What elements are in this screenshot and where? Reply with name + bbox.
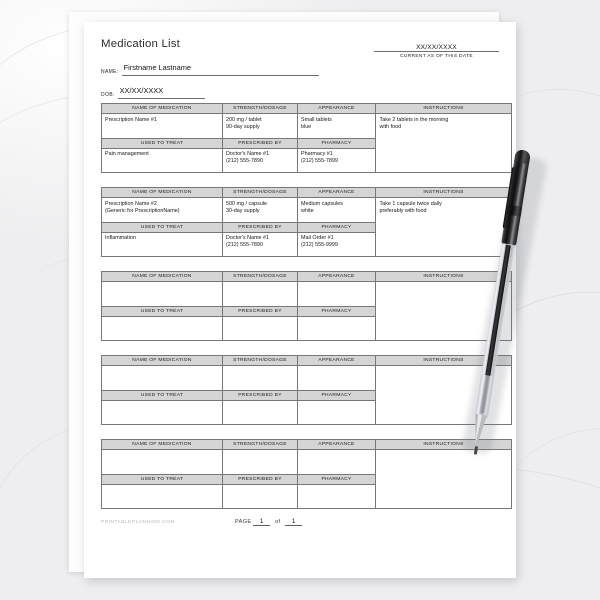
cell-line: Take 1 capsule twice daily <box>379 201 442 207</box>
table-value-row <box>102 282 512 307</box>
cell-prescribed-by[interactable] <box>223 148 298 173</box>
form-footer <box>101 518 499 526</box>
column-header: PHARMACY <box>298 390 376 400</box>
column-header: NAME OF MEDICATION <box>102 440 223 450</box>
header-left <box>101 36 319 103</box>
cell-line: 500 mg / capsule <box>226 200 268 207</box>
cell-medication[interactable] <box>102 198 223 223</box>
cell-pharmacy[interactable] <box>298 148 376 173</box>
page-title: Medication List <box>101 38 180 50</box>
cell-prescribed-by[interactable] <box>223 484 298 509</box>
column-header: PRESCRIBED BY <box>223 138 298 148</box>
column-header: NAME OF MEDICATION <box>102 104 223 114</box>
cell-line: (212) 555-7890 <box>226 158 263 165</box>
column-header: STRENGTH/DOSAGE <box>223 356 298 366</box>
cell-instructions[interactable] <box>376 282 512 341</box>
cell-appearance[interactable] <box>298 366 376 391</box>
table-header-row <box>102 440 512 450</box>
cell-medication[interactable] <box>102 282 223 307</box>
cell-prescribed-by[interactable] <box>223 316 298 341</box>
cell-line: 30-day supply <box>226 207 260 214</box>
cell-line: Doctor's Name #1 <box>226 235 269 241</box>
column-header: PRESCRIBED BY <box>223 390 298 400</box>
table-header-row <box>102 356 512 366</box>
cell-line: (Generic for PrescriptionName) <box>105 207 180 214</box>
cell-used-to-treat[interactable] <box>102 148 223 173</box>
cell-pharmacy[interactable] <box>298 232 376 257</box>
column-header: APPEARANCE <box>298 188 376 198</box>
cell-line: Doctor's Name #1 <box>226 151 269 157</box>
table-header-row <box>102 104 512 114</box>
medication-entry-table <box>101 439 512 509</box>
table-value-row <box>102 114 512 139</box>
column-header: USED TO TREAT <box>102 390 223 400</box>
cell-instructions[interactable] <box>376 198 512 257</box>
page-label: PAGE <box>235 519 252 525</box>
column-header: PHARMACY <box>298 306 376 316</box>
medication-entry-table <box>101 271 512 341</box>
cell-line: Pain management <box>105 151 149 157</box>
medication-tables <box>101 103 499 509</box>
cell-line: Mail Order #1 <box>301 235 334 241</box>
cell-dosage[interactable] <box>223 282 298 307</box>
cell-line: Prescription Name #1 <box>105 116 157 123</box>
cell-line: 90-day supply <box>226 123 260 130</box>
cell-line: Medium capsules <box>301 200 343 207</box>
cell-line: preferably with food <box>379 208 427 215</box>
current-date-field <box>374 44 499 59</box>
cell-appearance[interactable] <box>298 198 376 223</box>
cell-dosage[interactable] <box>223 450 298 475</box>
cell-line: with food <box>379 124 402 131</box>
column-header: STRENGTH/DOSAGE <box>223 440 298 450</box>
cell-used-to-treat[interactable] <box>102 232 223 257</box>
cell-line: Pharmacy #1 <box>301 151 333 157</box>
column-header-instructions: INSTRUCTIONS <box>376 188 512 198</box>
cell-line: Take 2 tablets in the morning <box>379 117 449 123</box>
cell-appearance[interactable] <box>298 282 376 307</box>
cell-appearance[interactable] <box>298 450 376 475</box>
column-header: APPEARANCE <box>298 356 376 366</box>
column-header: PHARMACY <box>298 138 376 148</box>
name-value: Firstname Lastname <box>123 63 191 72</box>
cell-line: white <box>301 207 314 214</box>
column-header: STRENGTH/DOSAGE <box>223 272 298 282</box>
cell-appearance[interactable] <box>298 114 376 139</box>
current-date-input[interactable]: XX/XX/XXXX <box>374 44 499 52</box>
form-content <box>101 36 499 564</box>
medication-entry-table <box>101 187 512 257</box>
medication-entry-table <box>101 355 512 425</box>
name-label: NAME: <box>101 69 119 75</box>
page-number-input[interactable]: 1 <box>253 518 270 526</box>
pen-cap-top <box>514 149 531 164</box>
column-header: NAME OF MEDICATION <box>102 188 223 198</box>
column-header: USED TO TREAT <box>102 138 223 148</box>
table-value-row <box>102 450 512 475</box>
page-of-label: of <box>275 519 281 525</box>
table-header-row <box>102 272 512 282</box>
cell-line: (212) 555-9999 <box>301 242 338 249</box>
cell-line: (212) 555-7899 <box>301 158 338 165</box>
cell-line: blue <box>301 123 312 130</box>
dob-input[interactable] <box>118 80 205 99</box>
column-header: PHARMACY <box>298 474 376 484</box>
cell-pharmacy[interactable] <box>298 400 376 425</box>
medication-entry-table <box>101 103 512 173</box>
form-header <box>101 36 499 103</box>
table-header-row <box>102 188 512 198</box>
cell-used-to-treat[interactable] <box>102 400 223 425</box>
column-header-instructions: INSTRUCTIONS <box>376 272 512 282</box>
brand-watermark: PRINTABLEPLANNING.COM <box>101 520 176 525</box>
cell-dosage[interactable] <box>223 366 298 391</box>
column-header: STRENGTH/DOSAGE <box>223 104 298 114</box>
cell-pharmacy[interactable] <box>298 484 376 509</box>
cell-instructions[interactable] <box>376 366 512 425</box>
column-header: PRESCRIBED BY <box>223 474 298 484</box>
cell-line: (212) 555-7890 <box>226 242 263 249</box>
cell-medication[interactable] <box>102 114 223 139</box>
current-date-caption: CURRENT AS OF THIS DATE <box>400 53 473 59</box>
column-header-instructions: INSTRUCTIONS <box>376 356 512 366</box>
name-input[interactable] <box>122 57 319 76</box>
cell-used-to-treat[interactable] <box>102 484 223 509</box>
table-value-row <box>102 366 512 391</box>
cell-line: 200 mg / tablet <box>226 116 262 123</box>
cell-used-to-treat[interactable] <box>102 316 223 341</box>
cell-medication[interactable] <box>102 450 223 475</box>
cell-prescribed-by[interactable] <box>223 400 298 425</box>
column-header: APPEARANCE <box>298 440 376 450</box>
cell-instructions[interactable] <box>376 114 512 173</box>
column-header: PHARMACY <box>298 222 376 232</box>
dob-label: DOB: <box>101 92 115 98</box>
column-header: USED TO TREAT <box>102 306 223 316</box>
column-header: NAME OF MEDICATION <box>102 272 223 282</box>
cell-dosage[interactable] <box>223 114 298 139</box>
cell-instructions[interactable] <box>376 450 512 509</box>
column-header: STRENGTH/DOSAGE <box>223 188 298 198</box>
column-header-instructions: INSTRUCTIONS <box>376 104 512 114</box>
column-header: NAME OF MEDICATION <box>102 356 223 366</box>
column-header: PRESCRIBED BY <box>223 222 298 232</box>
cell-medication[interactable] <box>102 366 223 391</box>
cell-pharmacy[interactable] <box>298 316 376 341</box>
cell-line: Small tablets <box>301 116 332 123</box>
printable-form-page <box>84 22 516 578</box>
dob-value: XX/XX/XXXX <box>119 86 164 95</box>
cell-line: Prescription Name #2 <box>105 200 157 207</box>
cell-dosage[interactable] <box>223 198 298 223</box>
table-value-row <box>102 198 512 223</box>
cell-line: Inflammation <box>105 235 136 241</box>
column-header: USED TO TREAT <box>102 222 223 232</box>
cell-prescribed-by[interactable] <box>223 232 298 257</box>
column-header: APPEARANCE <box>298 104 376 114</box>
column-header: USED TO TREAT <box>102 474 223 484</box>
column-header: PRESCRIBED BY <box>223 306 298 316</box>
name-field-row <box>101 57 319 76</box>
page-indicator <box>235 518 302 526</box>
page-total-input[interactable]: 1 <box>285 518 302 526</box>
dob-field-row <box>101 80 319 99</box>
column-header: APPEARANCE <box>298 272 376 282</box>
column-header-instructions: INSTRUCTIONS <box>376 440 512 450</box>
